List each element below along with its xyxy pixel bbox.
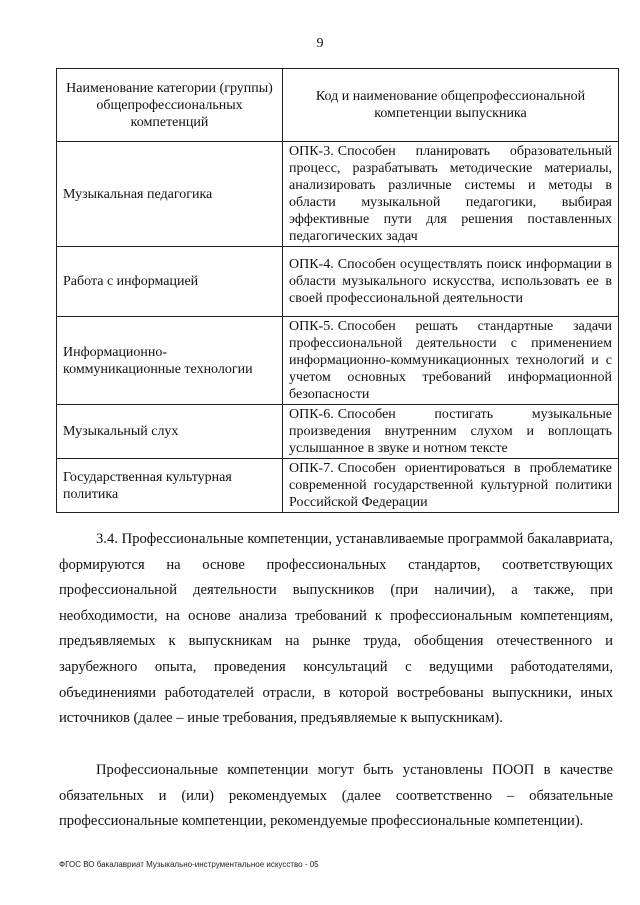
- table-row: [57, 247, 619, 317]
- competence-code: ОПК-6.: [289, 407, 334, 422]
- competence-cell: [283, 247, 619, 317]
- footer-note: ФГОС ВО бакалавриат Музыкально-инструментальное искусство - 05: [59, 860, 319, 869]
- table-row: [57, 317, 619, 405]
- competence-text: Способен планировать образовательный процесс, разрабатывать методические материалы, анализировать различные системы и методы в области музыкальной педагогики, выбирая эффективные пути для решения поставленных педагогических задач: [289, 144, 612, 244]
- table-row: [57, 142, 619, 247]
- competence-code: ОПК-3.: [289, 144, 334, 159]
- competence-code: ОПК-5.: [289, 319, 334, 334]
- competencies-table: [56, 68, 619, 513]
- category-cell: Музыкальный слух: [57, 405, 283, 459]
- header-category: Наименование категории (группы) общепрофессиональных компетенций: [57, 69, 283, 142]
- table-row: [57, 459, 619, 513]
- category-cell: Музыкальная педагогика: [57, 142, 283, 247]
- category-cell: Информационно-коммуникационные технологии: [57, 317, 283, 405]
- table-row: [57, 405, 619, 459]
- competence-text: Способен ориентироваться в проблематике современной государственной культурной политики Российской Федерации: [289, 461, 612, 510]
- category-cell: Работа с информацией: [57, 247, 283, 317]
- category-cell: Государственная культурная политика: [57, 459, 283, 513]
- competence-text: Способен решать стандартные задачи профессиональной деятельности с применением информационно-коммуникационных технологий и с учетом основных требований информационной безопасности: [289, 319, 612, 402]
- competence-code: ОПК-7.: [289, 461, 334, 476]
- competence-cell: [283, 405, 619, 459]
- competence-cell: [283, 317, 619, 405]
- header-code: Код и наименование общепрофессиональной компетенции выпускника: [283, 69, 619, 142]
- paragraph-competencies-status: Профессиональные компетенции могут быть установлены ПООП в качестве обязательных и (или) рекомендуемых (далее соответственно – обязательные профессиональные компетенции, рекомендуемые профессиональные компетенции).: [59, 762, 613, 830]
- competence-text: Способен постигать музыкальные произведения внутренним слухом и воплощать услышанное в звуке и нотном тексте: [289, 407, 612, 456]
- paragraph-professional-competencies: 3.4. Профессиональные компетенции, устанавливаемые программой бакалавриата, формируются на основе профессиональных стандартов, соответствующих профессиональной деятельности выпускников (при наличии), а также, при необходимости, на основе анализа требований к профессиональным компетенциям, предъявляемых к выпускникам на рынке труда, обобщения отечественного и зарубежного опыта, проведения консультаций с ведущими работодателями, объединениями работодателей отрасли, в которой востребованы выпускники, иных источников (далее – иные требования, предъявляемые к выпускникам).: [59, 531, 613, 727]
- page-number: 9: [316, 36, 324, 51]
- competence-cell: [283, 142, 619, 247]
- competence-text: Способен осуществлять поиск информации в области музыкального искусства, использовать ее в своей профессиональной деятельности: [289, 257, 612, 306]
- competence-code: ОПК-4.: [289, 257, 334, 272]
- competence-cell: [283, 459, 619, 513]
- table-header-row: [57, 69, 619, 142]
